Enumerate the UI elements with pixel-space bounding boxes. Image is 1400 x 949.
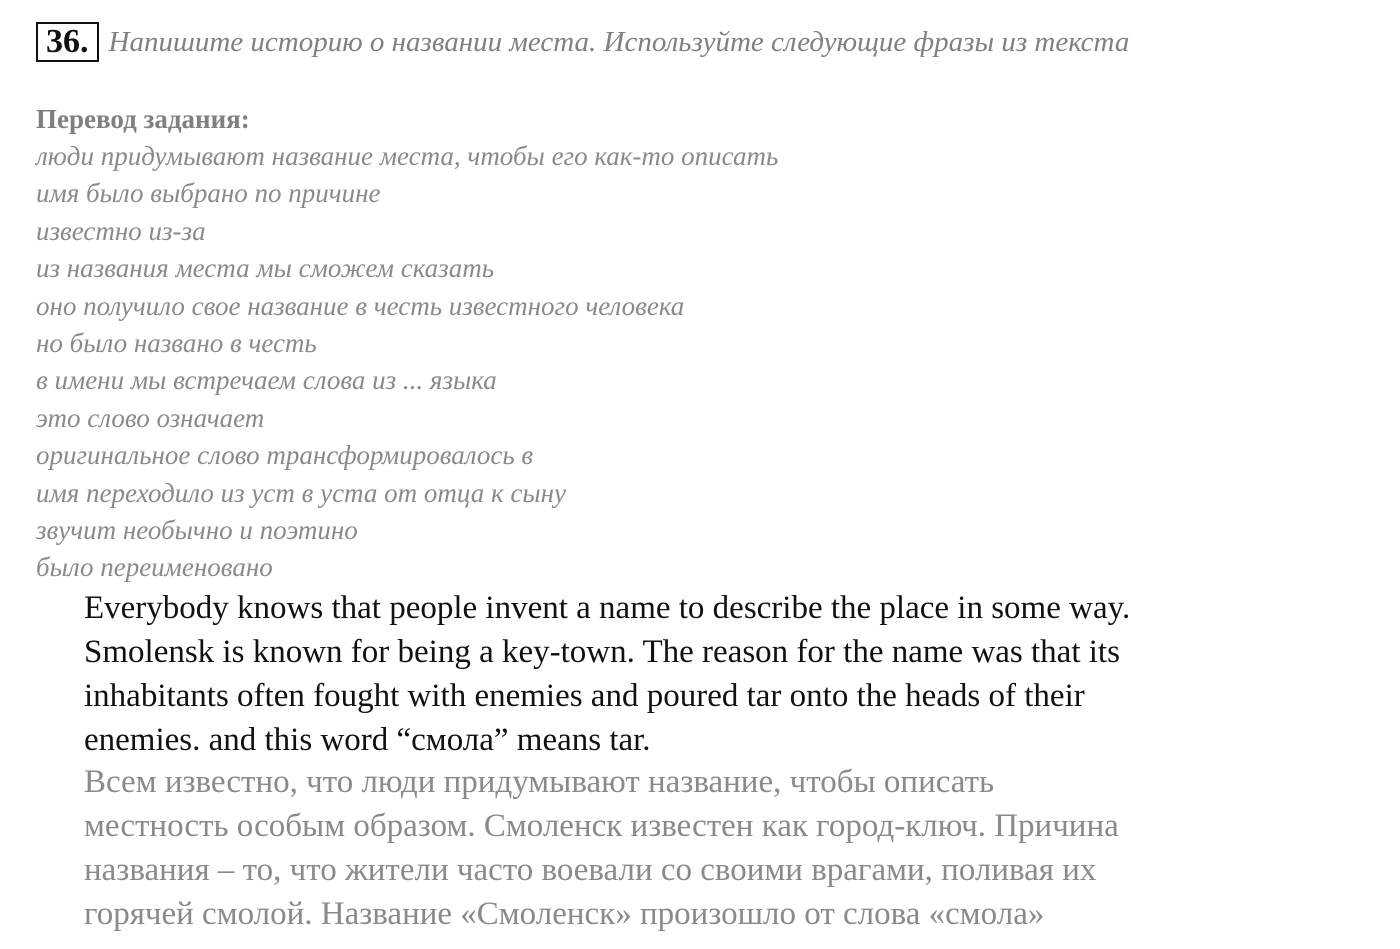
task-instruction: Напишите историю о названии места. Используйте следующие фразы из текста <box>108 25 1130 58</box>
phrase-item: люди придумывают название места, чтобы его как-то описать <box>36 141 779 171</box>
answer-english <box>84 586 1384 762</box>
phrase-item: оно получило свое название в честь известного человека <box>36 290 685 321</box>
phrase-item: было переименовано <box>36 552 273 583</box>
phrase-item: звучит необычно и поэтино <box>36 515 358 546</box>
phrase-item: в имени мы встречаем слова из ... языка <box>36 365 497 396</box>
phrase-item: но было названо в честь <box>36 328 317 359</box>
answer-english-line: Everybody knows that people invent a name to describe the place in some way. <box>84 590 1131 626</box>
answer-russian <box>84 760 1384 936</box>
task-number: 36. <box>36 22 99 62</box>
phrase-item: это слово означает <box>36 402 265 433</box>
phrase-list <box>36 138 778 587</box>
translation-block <box>36 100 778 587</box>
phrase-item: имя переходило из уст в уста от отца к сыну <box>36 477 566 508</box>
answer-russian-line: горячей смолой. Название «Смоленск» произошло от слова «смола» <box>84 896 1045 932</box>
phrase-item: имя было выбрано по причине <box>36 178 381 209</box>
phrase-item: оригинальное слово трансформировалось в <box>36 440 534 471</box>
phrase-item: известно из-за <box>36 215 206 246</box>
answer-russian-line: названия – то, что жители часто воевали со своими врагами, поливая их <box>84 852 1097 888</box>
phrase-item: из названия места мы сможем сказать <box>36 253 494 284</box>
translation-title: Перевод задания: <box>36 104 250 134</box>
answer-russian-line: местность особым образом. Смоленск известен как город-ключ. Причина <box>84 808 1119 844</box>
task-header <box>36 20 1129 64</box>
answer-russian-line: Всем известно, что люди придумывают название, чтобы описать <box>84 764 995 800</box>
answer-english-line: Smolensk is known for being a key-town. The reason for the name was that its <box>84 634 1120 670</box>
answer-english-line: inhabitants often fought with enemies and poured tar onto the heads of their <box>84 678 1085 714</box>
answer-english-line: enemies. and this word “смола” means tar. <box>84 722 651 758</box>
